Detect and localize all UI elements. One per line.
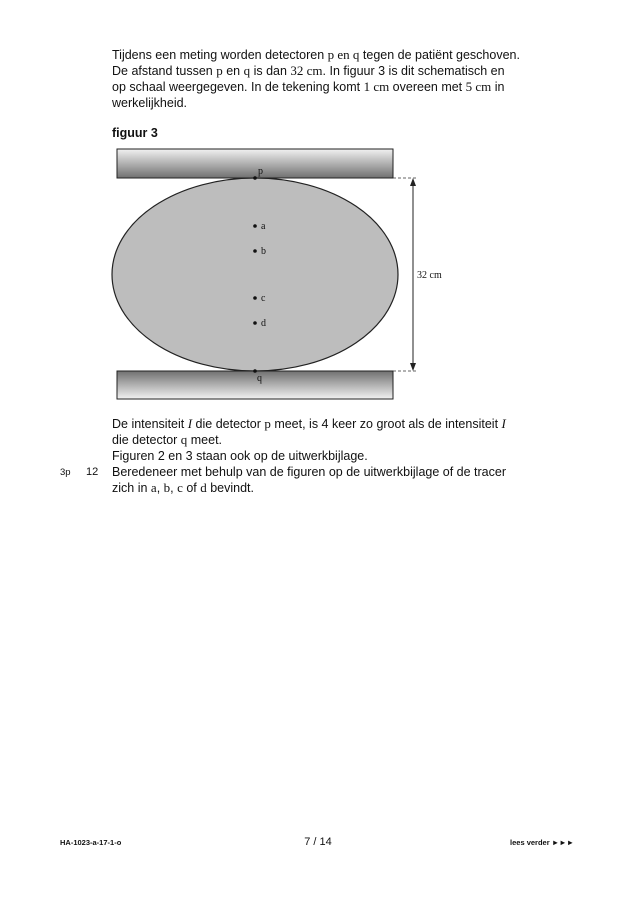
arrow-up-icon (410, 178, 416, 186)
text: tegen de patiënt geschoven. (359, 48, 520, 62)
text: meet, is 4 keer zo groot als de intensiteit (270, 417, 502, 431)
question-number: 12 (86, 466, 99, 478)
text: die detector (112, 433, 181, 447)
text: overeen met (389, 80, 466, 94)
text: , (156, 481, 164, 495)
intro-line-1 (112, 47, 582, 63)
text: De intensiteit (112, 417, 188, 431)
text: op schaal weergegeven. In de tekening komt (112, 80, 364, 94)
option-c: c (177, 480, 183, 495)
intensity-symbol: I (501, 416, 506, 431)
label-q: q (257, 373, 262, 384)
detector-p-ref: p (264, 416, 271, 431)
point-d (253, 321, 257, 325)
detector-p-ref: p (216, 63, 223, 78)
label-c: c (261, 293, 266, 304)
text: die detector (192, 417, 265, 431)
intensity-line-2 (112, 432, 582, 448)
text: meet. (187, 433, 223, 447)
text: en (334, 47, 353, 62)
text: in (491, 80, 505, 94)
text: en (222, 64, 244, 78)
page-number: 7 / 14 (304, 836, 332, 848)
option-b: b (163, 480, 171, 495)
text: . In figuur 3 is dit schematisch en (322, 64, 505, 78)
intro-line-4 (112, 95, 582, 111)
question-text (112, 464, 582, 496)
label-a: a (261, 221, 266, 232)
intro-line-2 (112, 63, 582, 79)
figure-title: figuur 3 (112, 126, 158, 140)
intensity-symbol: I (187, 416, 193, 431)
dimension-label: 32 cm (417, 270, 442, 281)
detector-plate-top (117, 149, 393, 178)
label-d: d (261, 318, 266, 329)
text: zich in (112, 481, 151, 495)
point-c (253, 296, 257, 300)
question-line-2 (112, 480, 582, 496)
option-d: d (200, 480, 207, 495)
text: werkelijkheid. (112, 96, 188, 110)
text: , (170, 481, 178, 495)
text: of (182, 481, 201, 495)
intensity-paragraph (112, 416, 582, 464)
scale-value: 1 cm (363, 79, 390, 94)
scale-value: 5 cm (465, 79, 492, 94)
intro-line-3 (112, 79, 582, 95)
detector-plate-bottom (117, 371, 393, 399)
option-a: a (150, 480, 157, 495)
point-b (253, 249, 257, 253)
detector-q-ref: q (352, 47, 360, 62)
intensity-line-1 (112, 416, 582, 432)
question-points: 3p (60, 467, 71, 478)
label-p: p (258, 166, 263, 177)
next-page-indicator: lees verder ►►► (510, 838, 574, 847)
point-a (253, 224, 257, 228)
detector-q-ref: q (180, 432, 188, 447)
figures-note: Figuren 2 en 3 staan ook op de uitwerkbijlage. (112, 449, 368, 463)
distance-value: 32 cm (290, 63, 323, 78)
detector-q-ref: q (243, 63, 251, 78)
point-p (253, 176, 257, 180)
text: bevindt. (206, 481, 255, 495)
intro-paragraph (112, 47, 582, 111)
question-line-1: Beredeneer met behulp van de figuren op de uitwerkbijlage of de tracer (112, 465, 507, 479)
label-b: b (261, 246, 266, 257)
text: De afstand tussen (112, 64, 217, 78)
text: Tijdens een meting worden detectoren (112, 48, 328, 62)
patient-body-ellipse (112, 178, 398, 371)
text: is dan (250, 64, 291, 78)
arrow-down-icon (410, 363, 416, 371)
detector-p-ref: p (327, 47, 335, 62)
exam-code: HA-1023-a-17-1-o (60, 838, 122, 847)
figure-3-diagram (100, 140, 460, 405)
